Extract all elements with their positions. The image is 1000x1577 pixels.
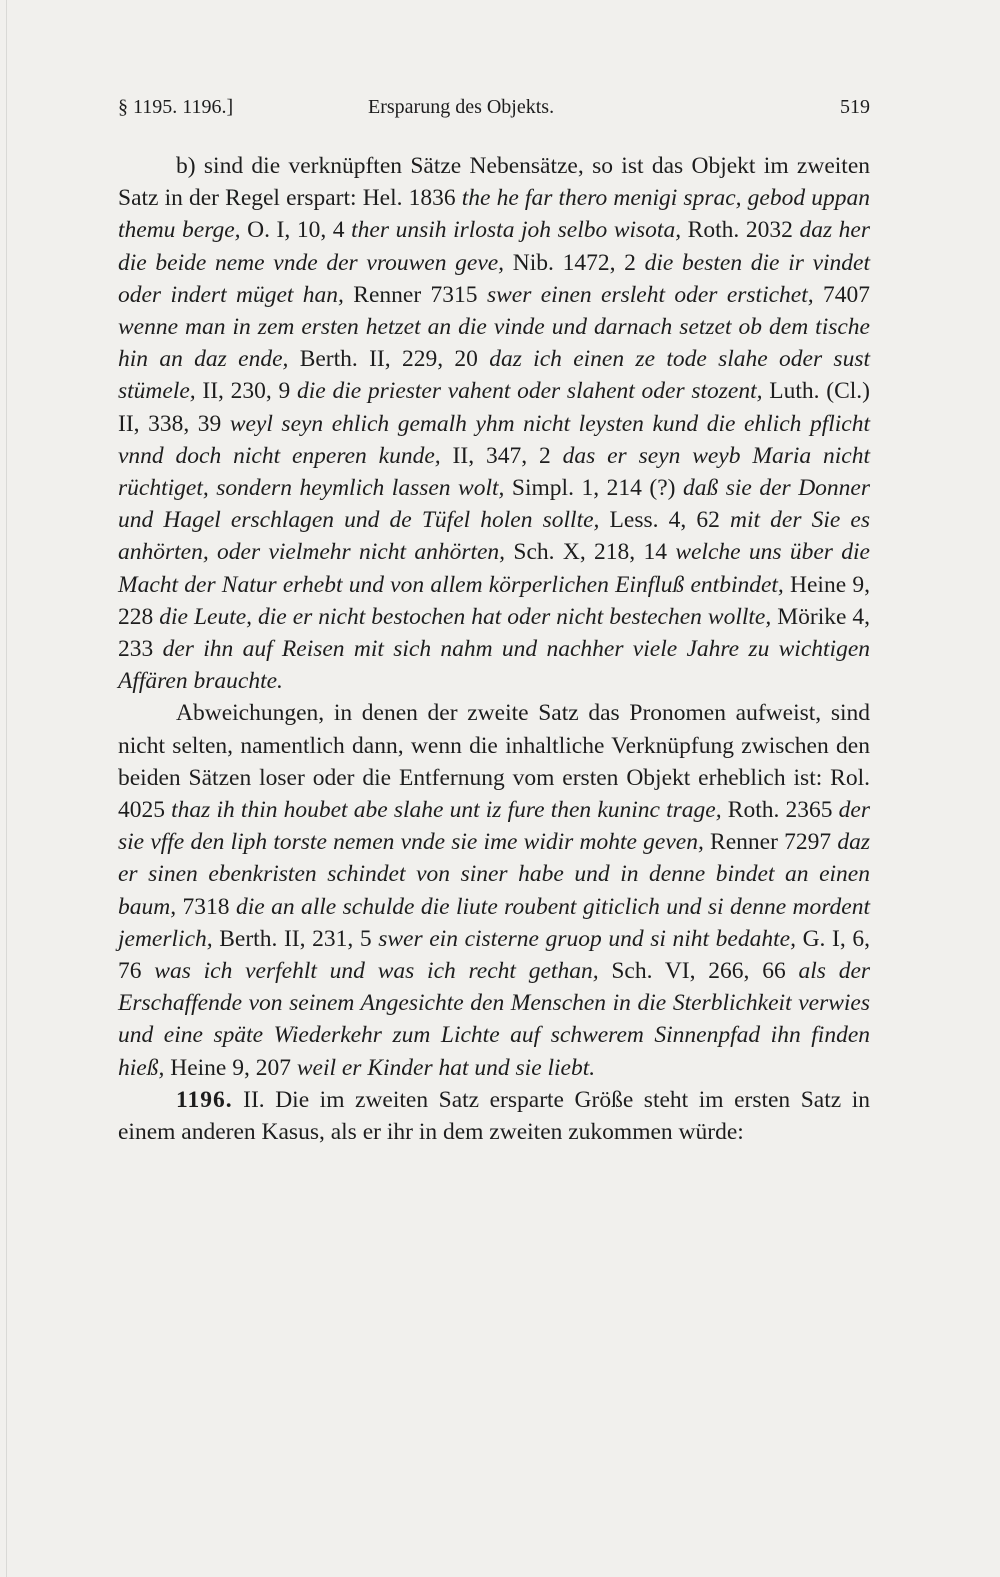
paragraph-b xyxy=(118,150,870,697)
ref: Mörike 4, 233 xyxy=(118,603,871,663)
ref: Berth. II, 231, 5 xyxy=(212,925,379,952)
body-text xyxy=(118,150,870,1148)
ref: Nib. 1472, 2 xyxy=(504,249,645,276)
ref: Roth. 2032 xyxy=(681,217,800,244)
para-abw-lead: Abweichungen, in denen der zweite Satz das Pronomen aufweist, sind nicht selten, namentlich dann, wenn die inhaltliche Verknüpfung zwischen den beiden Sätzen loser oder die Entfernung vom ersten Objekt erheblich ist: Rol. 4025 xyxy=(118,700,870,824)
ref: Sch. X, 218, 14 xyxy=(505,539,676,566)
quote: daß sie der Donner und Hagel erschlagen und de Tüfel holen sollte, xyxy=(118,475,870,534)
header-title: Ersparung des Objekts. xyxy=(368,96,555,118)
ref: Less. 4, 62 xyxy=(599,507,730,534)
quote: die Leute, die er nicht bestochen hat oder nicht bestechen wollte, xyxy=(159,603,772,630)
ref: Renner 7297 xyxy=(703,829,838,856)
quote: swer ein cisterne gruop und si niht bedahte, xyxy=(378,925,796,952)
ref: O. I, 10, 4 xyxy=(240,217,352,244)
ref: 7407 xyxy=(813,281,870,308)
quote: weil er Kinder hat und sie liebt. xyxy=(296,1054,596,1081)
quote: das er seyn weyb Maria nicht rüchtiget, sondern heymlich lassen wolt, xyxy=(118,442,870,502)
paragraph-1196 xyxy=(118,1084,870,1148)
ref: Renner 7315 xyxy=(343,281,487,308)
quote: daz her die beide neme vnde der vrouwen geve, xyxy=(118,217,870,276)
section-number-1196: 1196. xyxy=(176,1086,233,1113)
quote: thaz ih thin houbet abe slahe unt iz fure then kuninc trage, xyxy=(171,797,722,824)
para-1196-text: II. Die im zweiten Satz ersparte Größe steht im ersten Satz in einem anderen Kasus, als er ihr in dem zweiten zukommen würde: xyxy=(118,1086,870,1146)
ref: G. I, 6, 76 xyxy=(118,925,870,985)
quote: die besten die ir vindet oder indert müget han, xyxy=(118,249,870,308)
page-number: 519 xyxy=(840,96,870,118)
ref: II, 230, 9 xyxy=(195,378,298,405)
quote: der sie vffe den liph torste nemen vnde sie ime widir mohte geven, xyxy=(118,797,870,856)
ref: Roth. 2365 xyxy=(721,797,839,824)
quote: die an alle schulde die liute roubent giticlich und si denne mordent jemerlich, xyxy=(118,893,870,952)
paragraph-abweichungen xyxy=(118,697,870,1083)
ref: Luth. (Cl.) II, 338, 39 xyxy=(118,378,870,437)
quote: weyl seyn ehlich gemalh yhm nicht leysten kund die ehlich pflicht vnnd doch nicht enperen kunde, xyxy=(118,410,870,469)
quote: wenne man in zem ersten hetzet an die vinde und darnach setzet ob dem tische hin an daz ende, xyxy=(118,314,870,373)
quote: mit der Sie es anhörten, oder vielmehr nicht anhörten, xyxy=(118,507,870,566)
ref: Simpl. 1, 214 (?) xyxy=(504,475,683,502)
quote: der ihn auf Reisen mit sich nahm und nachher viele Jahre zu wichtigen Affären brauchte. xyxy=(118,636,871,695)
header-section-ref: § 1195. 1196.] xyxy=(118,96,234,118)
quote: was ich verfehlt und was ich recht gethan, xyxy=(154,958,599,985)
ref: Berth. II, 229, 20 xyxy=(288,346,490,373)
quote: die die priester vahent oder slahent oder stozent, xyxy=(297,378,763,405)
quote: the he far thero menigi sprac, gebod uppan themu berge, xyxy=(118,185,870,244)
quote: daz er sinen ebenkristen schindet von siner habe und in denne bindet an einen baum, xyxy=(118,829,870,920)
ref: II, 347, 2 xyxy=(440,442,563,469)
quote: ther unsih irlosta joh selbo wisota, xyxy=(351,217,682,244)
quote: swer einen ersleht oder erstichet, xyxy=(486,281,814,308)
page-edge-line xyxy=(6,0,7,1577)
ref: 7318 xyxy=(176,893,236,920)
ref: Sch. VI, 266, 66 xyxy=(598,958,799,985)
quote: daz ich einen ze tode slahe oder sust stümele, xyxy=(118,346,870,405)
para-b-lead: b) sind die verknüpften Sätze Nebensätze, so ist das Objekt im zweiten Satz in der Regel erspart: Hel. 1836 xyxy=(118,153,870,212)
quote: als der Erschaffende von seinem Angesichte den Menschen in die Sterblichkeit verwies und eine späte Wiederkehr zum Lichte auf schwerem Sinnenpfad ihn finden hieß, xyxy=(118,958,871,1081)
ref: Heine 9, 228 xyxy=(118,571,870,630)
running-header xyxy=(118,96,870,126)
ref: Heine 9, 207 xyxy=(164,1054,297,1081)
quote: welche uns über die Macht der Natur erhebt und von allem körperlichen Einfluß entbindet, xyxy=(118,539,870,598)
